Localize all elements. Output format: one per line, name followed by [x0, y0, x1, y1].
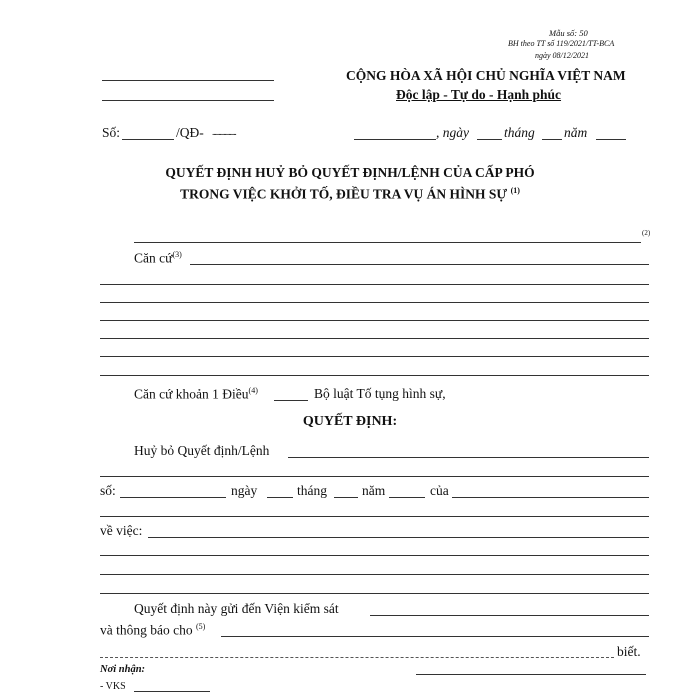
- can-cu-khoan-text: Căn cứ khoản 1 Điều: [134, 386, 249, 402]
- ve-viec-field-4[interactable]: [100, 593, 649, 594]
- biet-label: biết.: [617, 644, 641, 659]
- can-cu-field-5[interactable]: [100, 338, 649, 339]
- qd-label: /QĐ-: [176, 125, 204, 140]
- can-cu-field-1[interactable]: [190, 264, 649, 265]
- footnote-4: (4): [248, 386, 258, 395]
- ve-viec-field-2[interactable]: [100, 555, 649, 556]
- can-cu-field-4[interactable]: [100, 320, 649, 321]
- can-cu-field-6[interactable]: [100, 356, 649, 357]
- place-field[interactable]: [354, 139, 436, 140]
- thong-bao-label: [100, 622, 205, 639]
- date-day-label: , ngày: [436, 125, 469, 140]
- can-cu-field-2[interactable]: [100, 284, 649, 285]
- article-field[interactable]: [274, 400, 308, 401]
- thong-bao-text: và thông báo cho: [100, 622, 193, 638]
- can-cu-text: Căn cứ: [134, 250, 173, 266]
- ve-viec-field-3[interactable]: [100, 574, 649, 575]
- agency-name-field[interactable]: [134, 242, 641, 243]
- can-cu-field-7[interactable]: [100, 375, 649, 376]
- date-year-label: năm: [564, 125, 588, 140]
- ngay-field[interactable]: [267, 497, 293, 498]
- agency-line-2[interactable]: [102, 100, 274, 101]
- can-cu-label: [134, 250, 182, 267]
- recipient-vks-field[interactable]: [134, 691, 210, 692]
- date-day-field[interactable]: [477, 139, 502, 140]
- doc-title-line1: QUYẾT ĐỊNH HUỶ BỎ QUYẾT ĐỊNH/LỆNH CỦA CẤP PHÓ: [165, 165, 535, 180]
- nam-field[interactable]: [389, 497, 425, 498]
- gui-den-field[interactable]: [370, 615, 649, 616]
- form-code-date: ngày 08/12/2021: [535, 51, 589, 60]
- doc-title-line2: [100, 186, 600, 203]
- so-field[interactable]: [120, 497, 226, 498]
- thong-bao-field[interactable]: [221, 636, 649, 637]
- bo-luat-label: Bộ luật Tố tụng hình sự,: [314, 386, 446, 401]
- date-year-field[interactable]: [596, 139, 626, 140]
- gui-den-label: Quyết định này gửi đến Viện kiểm sát: [134, 601, 339, 616]
- form-code-number: Mẫu số: 50: [549, 28, 588, 38]
- footnote-1: (1): [510, 186, 520, 195]
- huy-bo-field-1[interactable]: [288, 457, 649, 458]
- number-label: Số:: [102, 125, 121, 140]
- ve-viec-label: về việc:: [100, 523, 143, 538]
- doc-title-line2-text: TRONG VIỆC KHỞI TỐ, ĐIỀU TRA VỤ ÁN HÌNH SỰ: [180, 186, 508, 202]
- thang-field[interactable]: [334, 497, 358, 498]
- cua-field[interactable]: [452, 497, 649, 498]
- date-month-label: tháng: [504, 125, 535, 140]
- can-cu-khoan-label: [134, 386, 258, 403]
- footnote-5: (5): [195, 622, 206, 631]
- qd-dots[interactable]: ...................: [212, 127, 236, 137]
- notified-party-field[interactable]: [100, 657, 614, 658]
- agency-line-1[interactable]: [102, 80, 274, 81]
- national-title: CỘNG HÒA XÃ HỘI CHỦ NGHĨA VIỆT NAM: [346, 68, 626, 83]
- thang-label: tháng: [297, 483, 327, 498]
- can-cu-field-3[interactable]: [100, 302, 649, 303]
- recipients-label: Nơi nhận:: [100, 664, 146, 675]
- huy-bo-label: Huỷ bỏ Quyết định/Lệnh: [134, 443, 270, 458]
- recipient-vks-label: - VKS: [100, 681, 126, 692]
- cua-label: của: [430, 483, 449, 498]
- footnote-2: (2): [642, 229, 651, 237]
- nam-label: năm: [362, 483, 386, 498]
- national-motto: Độc lập - Tự do - Hạnh phúc: [396, 87, 562, 102]
- ngay-label: ngày: [231, 483, 258, 498]
- form-code-basis: BH theo TT số 119/2021/TT-BCA: [508, 39, 615, 48]
- so-label: số:: [100, 483, 116, 498]
- number-field[interactable]: [122, 139, 174, 140]
- date-month-field[interactable]: [542, 139, 562, 140]
- footnote-3: (3): [172, 250, 182, 259]
- cua-field-2[interactable]: [100, 516, 649, 517]
- ve-viec-field-1[interactable]: [148, 537, 649, 538]
- huy-bo-field-2[interactable]: [100, 476, 649, 477]
- decision-heading: QUYẾT ĐỊNH:: [302, 414, 398, 429]
- signature-title-field[interactable]: [416, 674, 646, 675]
